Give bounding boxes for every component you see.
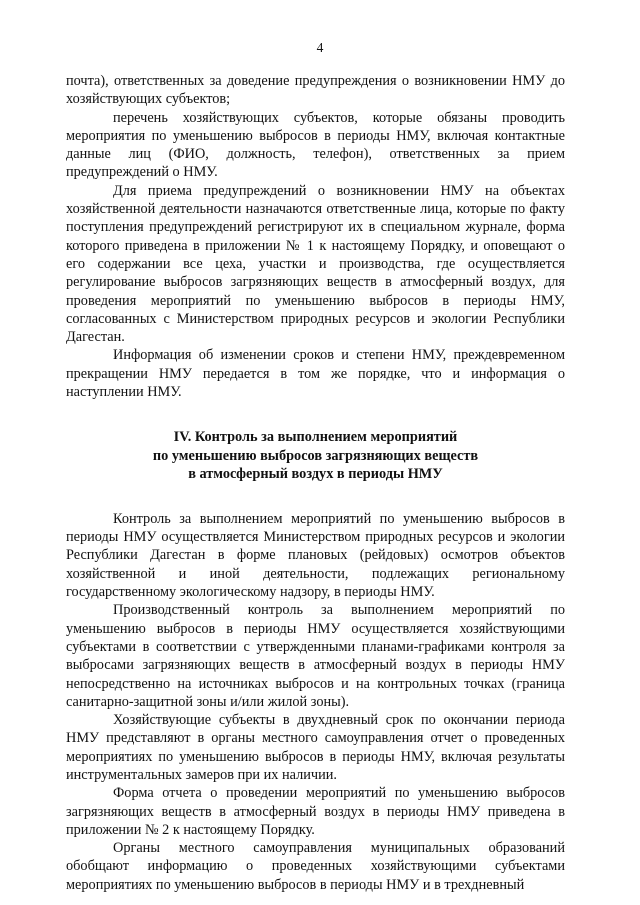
page-number: 4 [316,40,324,55]
paragraph: почта), ответственных за доведение предупреждения о возникновении НМУ до хозяйствующих субъектов; [66,73,565,108]
section-heading-line: по уменьшению выбросов загрязняющих веществ [152,447,479,464]
paragraph: Для приема предупреждений о возникновении НМУ на объектах хозяйственной деятельности назначаются ответственные лица, которые по факту поступления предупреждений регистрируют их в специальном журнале, форма которого приведена в приложении № 1 к настоящему Порядку, и оповещают о его содержании все цеха, участки и производства, где осуществляется регулирование выбросов загрязняющих веществ в атмосферный воздух, для проведения мероприятий по уменьшению выбросов в периоды НМУ, согласованных с Министерством природных ресурсов и экологии Республики Дагестан. [66,182,565,346]
section-heading [66,428,565,484]
section-heading-line: в атмосферный воздух в периоды НМУ [188,466,443,483]
paragraph: Информация об изменении сроков и степени НМУ, преждевременном прекращении НМУ передается в том же порядке, что и информация о наступлении НМУ. [66,347,565,401]
paragraph: Контроль за выполнением мероприятий по уменьшению выбросов в периоды НМУ осуществляется Министерством природных ресурсов и экологии Республики Дагестан в форме плановых (рейдовых) осмотров объектов хозяйственной и иной деятельности, подлежащих региональному государственному экологическому надзору, в периоды НМУ. [66,510,565,601]
paragraph: перечень хозяйствующих субъектов, которые обязаны проводить мероприятия по уменьшению выбросов в периоды НМУ, включая контактные данные лиц (ФИО, должность, телефон), ответственных за прием предупреждений о НМУ. [66,109,565,181]
document-body [66,72,565,894]
paragraph: Органы местного самоуправления муниципальных образований обобщают информацию о проведенных хозяйствующими субъектами мероприятиях по уменьшению выбросов в периоды НМУ и в трехдневный [66,840,565,893]
paragraph: Хозяйствующие субъекты в двухдневный срок по окончании периода НМУ представляют в органы местного самоуправления отчет о проведенных мероприятиях по уменьшению выбросов в периоды НМУ, включая результаты инструментальных замеров при их наличии. [66,712,565,783]
section-heading-line: IV. Контроль за выполнением мероприятий [173,429,458,446]
paragraph: Производственный контроль за выполнением мероприятий по уменьшению выбросов в периоды НМУ осуществляется хозяйствующими субъектами в соответствии с утвержденными планами-графиками контроля за выбросами загрязняющих веществ в атмосферный воздух в периоды НМУ непосредственно на источниках выбросов и на контрольных точках (граница санитарно-защитной зоны и/или жилой зоны). [66,602,565,710]
paragraph: Форма отчета о проведении мероприятий по уменьшению выбросов загрязняющих веществ в атмосферный воздух в периоды НМУ приведена в приложении № 2 к настоящему Порядку. [66,785,565,838]
